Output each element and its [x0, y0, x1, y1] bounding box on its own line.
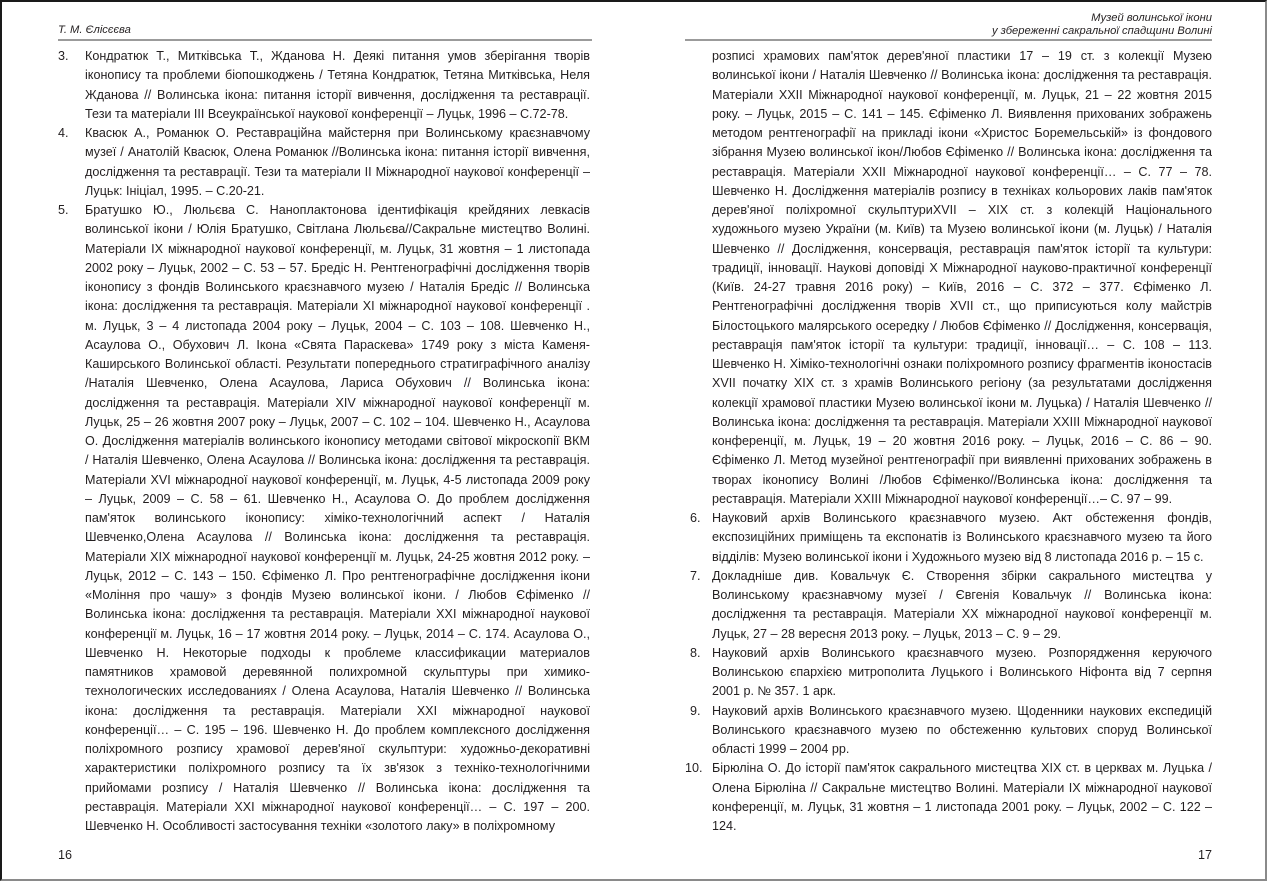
- reference-number: 10.: [685, 761, 703, 776]
- right-page: [633, 0, 1267, 881]
- reference-text: Науковий архів Волинського краєзнавчого музею. Щоденники наукових експедицій Волинського краєзнавчого музею по обстеженню культових споруд Волинської області 1999 – 2004 рр.: [712, 703, 1212, 756]
- header-rule: [58, 39, 592, 41]
- reference-list: [685, 47, 1212, 836]
- running-head-line: у збереженні сакральної спадщини Волині: [991, 25, 1212, 37]
- running-head-title: [992, 12, 1212, 38]
- reference-continuation: [690, 47, 1212, 509]
- reference-number: 5.: [58, 203, 69, 217]
- reference-number: 7.: [690, 568, 701, 583]
- reference-text: Науковий архів Волинського краєзнавчого музею. Розпорядження керуючого Волинською єпархією митрополита Луцького і Волинського Ніфонта від 7 серпня 2001 р. № 357. 1 арк.: [712, 645, 1212, 699]
- reference-item: [690, 644, 1212, 702]
- reference-text: Кондратюк Т., Митківська Т., Жданова Н. Деякі питання умов зберігання творів іконопису та проблеми біопошкоджень / Тетяна Кондратюк, Тетяна Митківська, Неля Жданова // Волинська ікона: питання історії вивчення, дослідження та реставрації. Тези та матеріали ІІІ Всеукраїнської наукової конференції – Луцьк, 1996 – С.72-78.: [85, 49, 590, 121]
- reference-text: Братушко Ю., Люльєва С. Наноплактонова ідентифікація крейдяних левкасів волинської ікони / Юлія Братушко, Світлана Люльєва//Сакральне мистецтво Волині. Матеріали ІХ міжнародної наукової конференції, м. Луцьк, 31 жовтня – 1 листопада 2002 року – Луцьк, 2002 – С. 53 – 57. Бредіс Н. Рентгенографічні дослідження творів іконопису з фондів Волинського краєзнавчого музею / Наталія Бредіс // Волинська ікона: дослідження та реставрація. Матеріали ХІ міжнародної наукової конференції . м. Луцьк, 3 – 4 листопада 2004 року – Луцьк, 2004 – С. 103 – 108. Шевченко Н., Асаулова О., Обухович Л. Ікона «Свята Параскева» 1749 року з міста Каменя-Каширського Волинської області. Результати попереднього стратиграфічного аналізу /Наталія Шевченко, Олена Асаулова, Лариса Обухович // Волинська ікона: дослідження та реставрація. Матеріали XIV міжнародної наукової конференції м. Луцьк, 25 – 26 жовтня 2007 року – Луцьк, 2007 – С. 102 – 104. Шевченко Н., Асаулова О. Дослідження матеріалів волинського іконопису методами світової мікроскопії ВКМ / Наталія Шевченко, Олена Асаулова // Волинська ікона: дослідження та реставрація. Матеріали XVI міжнародної наукової конференції, м. Луцьк, 4-5 листопада 2009 року – Луцьк, 2009 – С. 58 – 61. Шевченко Н., Асаулова О. До проблем дослідження пам'яток волинського іконопису: хіміко-технологічний аспект / Наталія Шевченко,Олена Асаулова // Волинська ікона: дослідження та реставрація. Матеріали XIX міжнародної наукової конференції м. Луцьк, 24-25 жовтня 2012 року. – Луцьк, 2012 – С. 143 – 150. Єфіменко Л. Про рентгенографічне дослідження ікони «Моління про чашу» з фондів Музею волинської ікони. / Любов Єфіменко // Волинська ікона: дослідження та реставрація. Матеріали XXI міжнародної наукової конференції м. Луцьк, 16 – 17 жовтня 2014 року. – Луцьк, 2014 – С. 174. Асаулова О., Шевченко Н. Некоторые подходы к проблеме классификации материалов памятников храмовой деревянной полихромной скульптуры при химико-технологических исследованиях / Олена Асаулова, Наталія Шевченко // Волинська ікона: дослідження та реставрація. Матеріали XXI міжнародної наукової конференції… – С. 195 – 196. Шевченко Н. До проблем комплексного дослідження поліхромного розпису храмової дерев'яної скульптури: художньо-декоративні характеристики поліхромного розпису та їх зв'язок з техніко-технологічними прийомами розпису / Наталія Шевченко // Волинська ікона: дослідження та реставрація. Матеріали XXI міжнародної наукової конференції… – С. 197 – 200. Шевченко Н. Особливості застосування техніки «золотого лаку» в поліхромному: [85, 203, 590, 833]
- page-number: 17: [1197, 848, 1212, 862]
- reference-item: [690, 509, 1212, 567]
- page-number: 16: [58, 848, 73, 862]
- reference-text: Квасюк А., Романюк О. Реставраційна майстерня при Волинському краєзнавчому музеї / Анатолій Квасюк, Олена Романюк //Волинська ікона: питання історії вивчення, дослідження та реставрації. Тези та матеріали ІІ Міжнародної наукової конференції – Луцьк: Ініціал, 1995. – С.20-21.: [85, 126, 590, 198]
- reference-text: Науковий архів Волинського краєзнавчого музею. Акт обстеження фондів, експозиційних приміщень та експонатів із Волинського краєзнавчого музею та його відділів: Музею волинської ікони і Художнього музею від 8 листопада 2016 р. – 15 с.: [712, 511, 1212, 564]
- reference-text: Бірюліна О. До історії пам'яток сакрального мистецтва XIX ст. в церквах м. Луцька / Олена Бірюліна // Сакральне мистецтво Волині. Матеріали ІХ міжнародної наукової конференції, м. Луцьк, 31 жовтня – 1 листопада 2001 року. – Луцьк, 2002 – С. 122 – 124.: [712, 761, 1212, 833]
- reference-item: [58, 47, 590, 124]
- reference-list: [58, 47, 590, 836]
- running-head-line: Музей волинської ікони: [1091, 12, 1212, 24]
- reference-item: [690, 702, 1212, 760]
- reference-item: [58, 201, 590, 836]
- header-rule: [685, 39, 1212, 41]
- reference-number: 6.: [690, 511, 701, 525]
- reference-item: [685, 759, 1212, 836]
- reference-text: розписі храмових пам'яток дерев'яної пластики 17 – 19 ст. з колекції Музею волинської ікони / Наталія Шевченко // Волинська ікона: дослідження та реставрація. Матеріали XXII Міжнародної наукової конференції, м. Луцьк, 21 – 22 жовтня 2015 року. – Луцьк, 2015 – С. 141 – 145. Єфіменко Л. Виявлення прихованих зображень методом рентгенографії на прикладі ікони «Христос Боремельській» із фондового зібрання Музею волинської ікон/Любов Єфіменко // Волинська ікона: дослідження та реставрація. Матеріали XXII Міжнародної наукової конференції… – С. 77 – 78. Шевченко Н. Дослідження матеріалів розпису в техніках кольорових лаків пам'яток дерев'яної поліхромної скульптуриXVII – XIX ст. з колекцій Національного художнього музею України (м. Київ) та Музею волинської ікони (м. Луцьк) / Наталія Шевченко // Дослідження, консервація, реставрація пам'яток історії та культури: традиції, інновації. Наукові доповіді Х Міжнародної науково-практичної конференції (Київ. 24-27 травня 2016 року) – Київ, 2016 – С. 372 – 377. Єфіменко Л. Рентгенографічні дослідження творів XVII ст., що приписуються колу майстрів Білостоцького малярського осередку / Любов Єфіменко // Дослідження, консервація, реставрація пам'яток історії та культури: традиції, інновації… – С. 108 – 113. Шевченко Н. Хіміко-технологічні ознаки поліхромного розпису фрагментів іконостасів XVII початку XIX ст. з храмів Волинського регіону (за результатами дослідження колекції храмової пластики Музею волинської ікони м. Луцька) / Наталія Шевченко // Волинська ікона: дослідження та реставрація. Матеріали XXIII Міжнародної наукової конференції, м. Луцьк, 19 – 20 жовтня 2016 року. – Луцьк, 2016 – С. 86 – 90. Єфіменко Л. Метод музейної рентгенографії при виявленні прихованих зображень в творах іконопису Волині /Любов Єфіменко//Волинська ікона: дослідження та реставрація. Матеріали XXIII Міжнародної наукової конференції…– С. 97 – 99.: [712, 49, 1212, 506]
- reference-number: 4.: [58, 126, 69, 140]
- running-head-author: Т. М. Єлісєєва: [58, 24, 131, 36]
- reference-text: Докладніше див. Ковальчук Є. Створення збірки сакрального мистецтва у Волинському краєзнавчому музеї / Євгенія Ковальчук // Волинська ікона: дослідження та реставрація. Матеріали XX міжнародної наукової конференції м. Луцьк, 27 – 28 вересня 2013 року. – Луцьк, 2013 – С. 9 – 29.: [712, 568, 1212, 641]
- reference-number: 8.: [690, 645, 701, 660]
- left-page: [0, 0, 633, 881]
- reference-item: [690, 567, 1212, 644]
- reference-item: [58, 124, 590, 201]
- reference-number: 3.: [58, 49, 69, 63]
- reference-number: 9.: [690, 703, 701, 718]
